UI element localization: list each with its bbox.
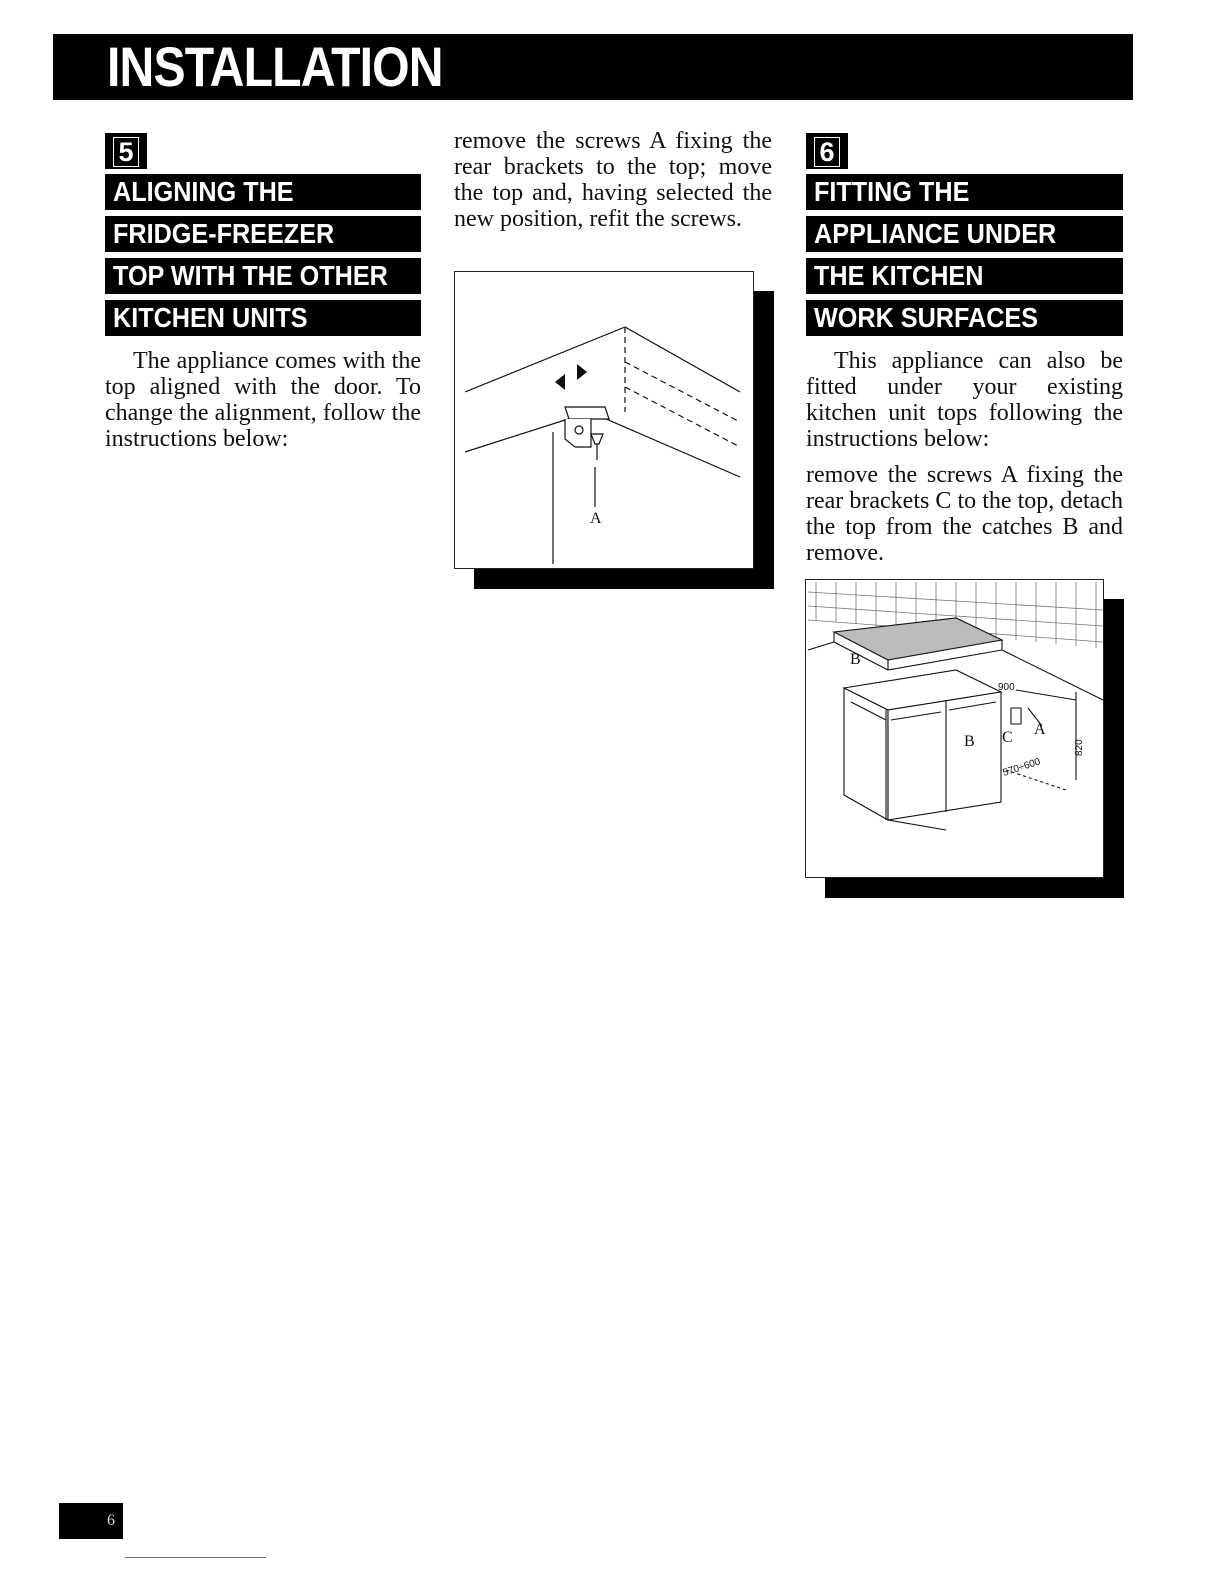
section-6-heading-line-1: FITTING THE (806, 174, 1123, 210)
section-5-instructions: remove the screws A fixing the rear brackets to the top; move the top and, having selected the new position, refit the screws. (454, 128, 772, 232)
figure-6-dim-900: 900 (998, 682, 1015, 693)
figure-6-drawing (806, 580, 1103, 877)
section-5-heading-line-1: ALIGNING THE (105, 174, 421, 210)
section-6-heading-line-4: WORK SURFACES (806, 300, 1123, 336)
section-6-instructions: remove the screws A fixing the rear brackets C to the top, detach the top from the catches B and remove. (806, 462, 1123, 566)
page-header (53, 34, 1133, 100)
section-6-number: 6 (814, 137, 840, 167)
section-5-heading-line-3: TOP WITH THE OTHER (105, 258, 421, 294)
page-number: 6 (107, 1512, 115, 1529)
section-5-intro: The appliance comes with the top aligned with the door. To change the alignment, follow the instructions below: (105, 348, 421, 452)
figure-6-kitchen-diagram (805, 579, 1104, 878)
figure-6-label-a: A (1034, 721, 1046, 738)
footer-rule (125, 1557, 266, 1558)
figure-6-label-b-left: B (850, 651, 861, 668)
figure-5-label-a: A (590, 510, 602, 527)
section-6-heading-line-3: THE KITCHEN (806, 258, 1123, 294)
section-5-heading-line-2: FRIDGE-FREEZER (105, 216, 421, 252)
figure-5-bracket-diagram (454, 271, 754, 569)
section-6-intro: This appliance can also be fitted under your existing kitchen unit tops following the instructions below: (806, 348, 1123, 452)
figure-6-dim-820: 820 (1074, 739, 1085, 756)
page-title: INSTALLATION (107, 35, 443, 98)
figure-6-dim-depth: 570÷600 (1001, 756, 1042, 779)
figure-6-label-b-right: B (964, 733, 975, 750)
section-6-number-badge (806, 133, 848, 169)
figure-5-drawing (455, 272, 753, 568)
page-number-badge (59, 1503, 123, 1539)
figure-6-label-c: C (1002, 729, 1013, 746)
section-5-heading-line-4: KITCHEN UNITS (105, 300, 421, 336)
section-5-number-badge (105, 133, 147, 169)
double-arrow-icon (555, 364, 587, 390)
section-6-heading-line-2: APPLIANCE UNDER (806, 216, 1123, 252)
section-5-number: 5 (113, 137, 139, 167)
